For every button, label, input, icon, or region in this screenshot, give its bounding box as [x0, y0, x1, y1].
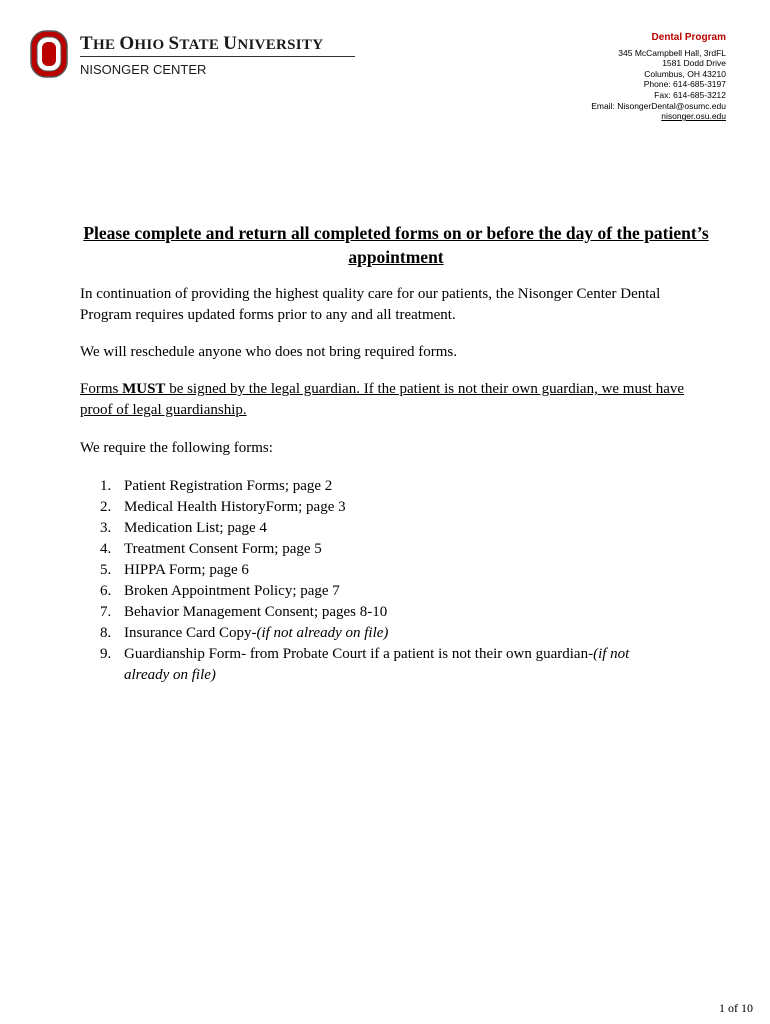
list-number: 9.	[100, 646, 112, 662]
program-name: Dental Program	[651, 32, 726, 43]
list-number: 5.	[100, 562, 112, 578]
form-list-item	[100, 602, 660, 623]
address-line-1: 345 McCampbell Hall, 3rdFL	[618, 47, 726, 58]
form-name: Medication List; page 4	[124, 520, 267, 536]
website-link[interactable]: nisonger.osu.edu	[661, 111, 726, 122]
form-name: Behavior Management Consent; pages 8-10	[124, 604, 388, 620]
list-intro: We require the following forms:	[80, 440, 273, 456]
document-heading: Please complete and return all completed forms on or before the day of the patient’s appointment	[83, 223, 709, 267]
list-number: 2.	[100, 499, 112, 515]
address-line-2: 1581 Dodd Drive	[662, 58, 726, 69]
list-number: 4.	[100, 541, 112, 557]
form-name: HIPPA Form; page 6	[124, 562, 249, 578]
contact-block	[591, 33, 726, 122]
form-name: Medical Health HistoryForm; page 3	[124, 499, 346, 515]
form-name: Guardianship Form- from Probate Court if a patient is not their own guardian-	[124, 646, 594, 662]
form-name: Treatment Consent Form; page 5	[124, 541, 322, 557]
email: Email: NisongerDental@osumc.edu	[591, 100, 726, 111]
form-list-item	[100, 539, 660, 560]
required-forms-list	[100, 476, 660, 686]
list-number: 7.	[100, 604, 112, 620]
block-o-logo-icon	[30, 30, 68, 78]
form-name: Broken Appointment Policy; page 7	[124, 583, 340, 599]
form-note: (if not already on file)	[256, 625, 389, 641]
form-list-item	[100, 518, 660, 539]
address-city: Columbus, OH 43210	[644, 68, 726, 79]
form-list-item	[100, 623, 660, 644]
form-name: Patient Registration Forms; page 2	[124, 478, 333, 494]
form-list-item	[100, 560, 660, 581]
guardian-paragraph: Forms MUST be signed by the legal guardian. If the patient is not their own guardian, we must have proof of legal guardianship.	[80, 381, 685, 418]
form-list-item	[100, 497, 660, 518]
intro-paragraph: In continuation of providing the highest quality care for our patients, the Nisonger Center Dental Program requires updated forms prior to any and all treatment.	[80, 286, 661, 323]
form-list-item	[100, 581, 660, 602]
page-number: 1 of 10	[719, 1001, 753, 1015]
form-note: (if not already on file)	[124, 646, 630, 683]
fax: Fax: 614-685-3212	[654, 89, 726, 100]
phone: Phone: 614-685-3197	[643, 79, 726, 90]
list-number: 6.	[100, 583, 112, 599]
must-emphasis: MUST	[122, 381, 166, 397]
university-name: THE OHIO STATE UNIVERSITY	[80, 33, 324, 54]
form-name: Insurance Card Copy-	[124, 625, 257, 641]
logo-divider	[80, 56, 355, 57]
form-list-item	[100, 476, 660, 497]
center-name: NISONGER CENTER	[80, 62, 207, 77]
reschedule-paragraph: We will reschedule anyone who does not bring required forms.	[80, 344, 458, 360]
list-number: 8.	[100, 625, 112, 641]
form-list-item	[100, 644, 660, 686]
list-number: 1.	[100, 478, 112, 494]
list-number: 3.	[100, 520, 112, 536]
